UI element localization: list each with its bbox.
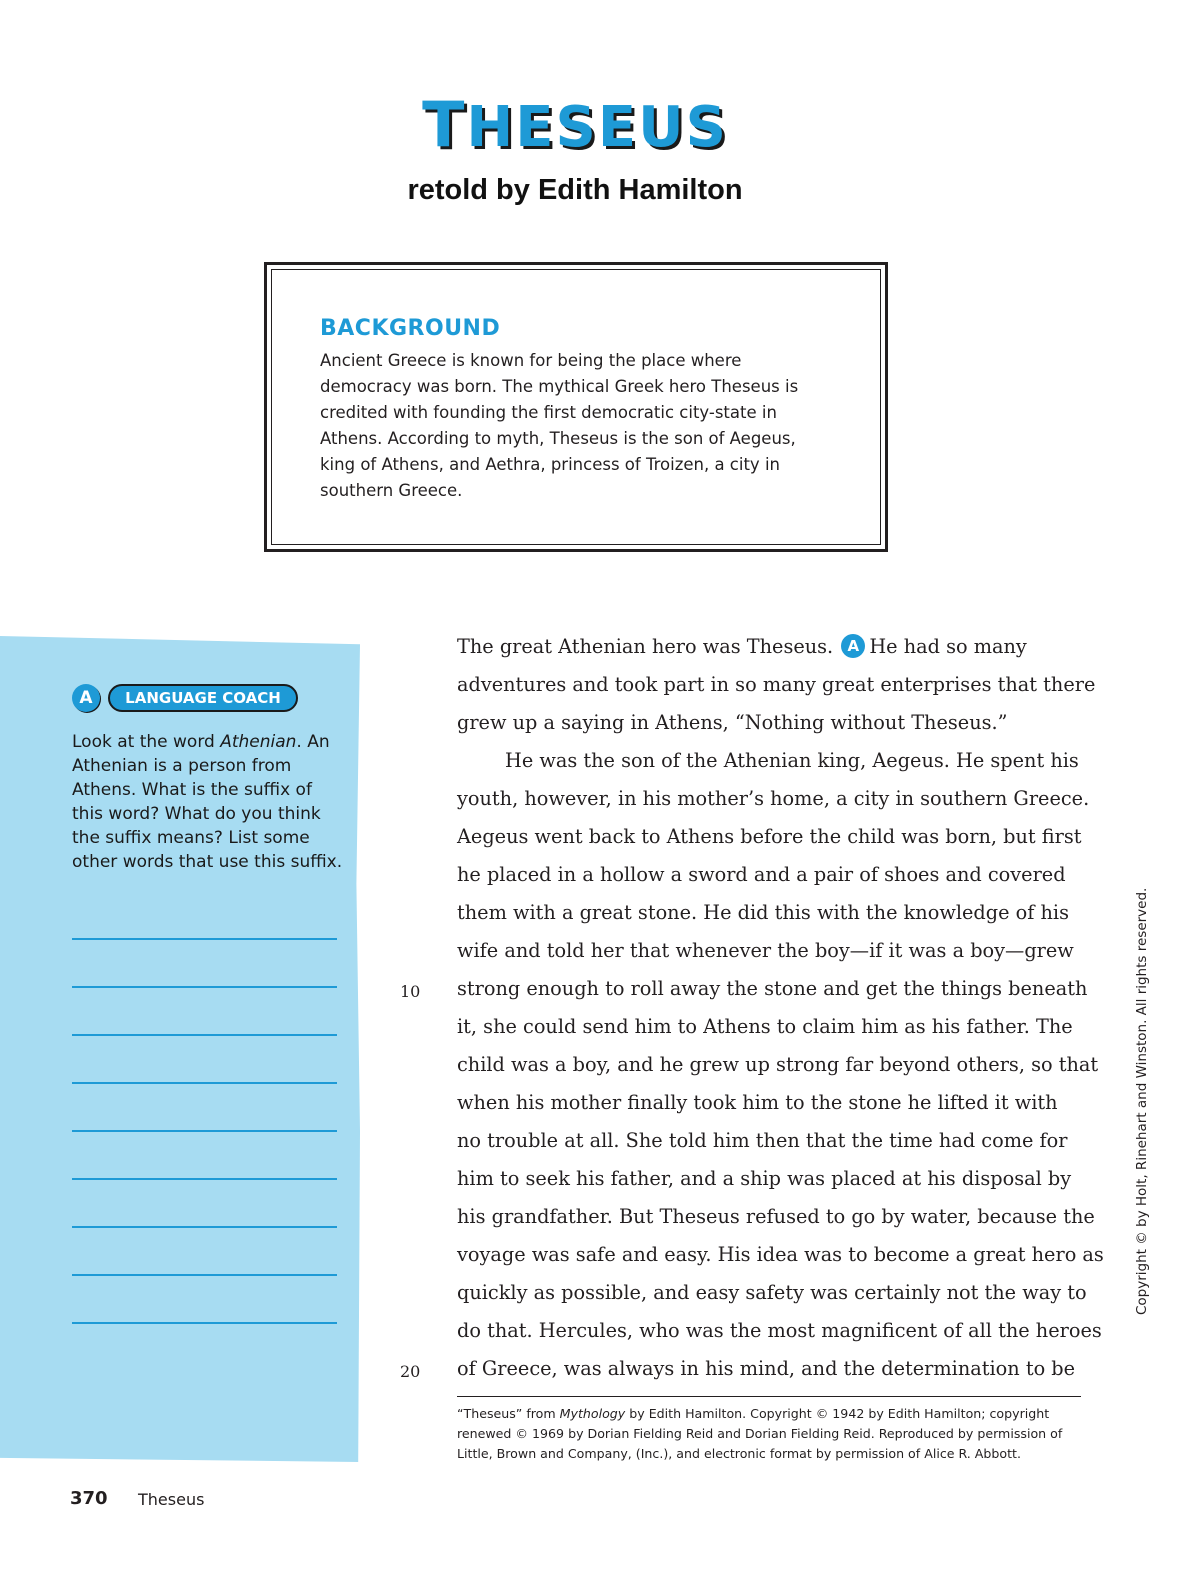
- language-coach-label: LANGUAGE COACH: [108, 684, 298, 712]
- title-initial: T: [422, 88, 467, 161]
- story-line: do that. Hercules, who was the most magnificent of all the heroes: [457, 1319, 1102, 1342]
- prompt-italic-word: Athenian: [220, 732, 297, 752]
- story-line: quickly as possible, and easy safety was certainly not the way to: [457, 1281, 1087, 1304]
- story-line-1a: The great Athenian hero was Theseus.: [457, 635, 834, 658]
- answer-line[interactable]: [72, 1034, 337, 1036]
- source-footnote: [457, 1404, 1081, 1464]
- running-footer-title: Theseus: [138, 1490, 205, 1509]
- story-line: wife and told her that whenever the boy—if it was a boy—grew: [457, 939, 1074, 962]
- story-line: child was a boy, and he grew up strong far beyond others, so that: [457, 1053, 1099, 1076]
- line-number: 20: [400, 1362, 421, 1381]
- footnote-divider: [457, 1396, 1081, 1397]
- answer-line[interactable]: [72, 938, 337, 940]
- story-line: him to seek his father, and a ship was placed at his disposal by: [457, 1167, 1072, 1190]
- footnote-part2: by Edith Hamilton. Copyright © 1942 by Edith Hamilton; copyright renewed © 1969 by Dorian Fielding Reid and Dorian Fielding Reid. Reproduced by permission of Little, Brown and Company, (Inc.), and electronic format by permission of Alice R. Abbott.: [457, 1406, 1063, 1461]
- story-line: [457, 628, 1087, 666]
- copyright-notice: Copyright © by Holt, Rinehart and Winston. All rights reserved.: [1134, 887, 1150, 1315]
- prompt-suffix: . An Athenian is a person from Athens. What is the suffix of this word? What do you think the suffix means? List some other words that use this suffix.: [72, 732, 343, 872]
- footnote-italic: Mythology: [559, 1406, 626, 1421]
- story-line: grew up a saying in Athens, “Nothing without Theseus.”: [457, 711, 1008, 734]
- page-number: 370: [70, 1488, 108, 1509]
- page-title-heading: [0, 88, 1150, 161]
- story-line: Aegeus went back to Athens before the child was born, but first: [457, 825, 1082, 848]
- story-line: when his mother finally took him to the stone he lifted it with: [457, 1091, 1058, 1114]
- story-line: strong enough to roll away the stone and get the things beneath: [457, 977, 1088, 1000]
- prompt-prefix: Look at the word: [72, 732, 221, 752]
- author-line: retold by Edith Hamilton: [407, 174, 743, 206]
- title-rest: HESEUS: [466, 95, 728, 160]
- footnote-part1: “Theseus” from: [457, 1406, 560, 1421]
- story-line: he placed in a hollow a sword and a pair of shoes and covered: [457, 863, 1066, 886]
- answer-line[interactable]: [72, 1274, 337, 1276]
- answer-line[interactable]: [72, 986, 337, 988]
- story-line: of Greece, was always in his mind, and the determination to be: [457, 1357, 1076, 1380]
- story-line: youth, however, in his mother’s home, a city in southern Greece.: [457, 787, 1090, 810]
- story-line-1b: He had so many: [869, 635, 1027, 658]
- answer-line[interactable]: [72, 1082, 337, 1084]
- story-line: no trouble at all. She told him then that the time had come for: [457, 1129, 1068, 1152]
- story-text: [457, 628, 1104, 1388]
- answer-line[interactable]: [72, 1178, 337, 1180]
- story-line: them with a great stone. He did this with the knowledge of his: [457, 901, 1069, 924]
- background-heading: BACKGROUND: [320, 316, 501, 341]
- background-text: Ancient Greece is known for being the place where democracy was born. The mythical Greek hero Theseus is credited with founding the first democratic city-state in Athens. According to myth, Theseus is the son of Aegeus, king of Athens, and Aethra, princess of Troizen, a city in southern Greece.: [320, 351, 799, 500]
- answer-line[interactable]: [72, 1130, 337, 1132]
- story-line: his grandfather. But Theseus refused to go by water, because the: [457, 1205, 1095, 1228]
- answer-line[interactable]: [72, 1226, 337, 1228]
- answer-line[interactable]: [72, 1322, 337, 1324]
- language-coach-marker-inline: A: [841, 634, 865, 658]
- line-number: 10: [400, 982, 421, 1001]
- language-coach-prompt: [72, 730, 347, 874]
- language-coach-marker: A: [72, 684, 100, 712]
- story-line: voyage was safe and easy. His idea was to become a great hero as: [457, 1243, 1104, 1266]
- story-line: He was the son of the Athenian king, Aegeus. He spent his: [505, 749, 1079, 772]
- story-line: adventures and took part in so many great enterprises that there: [457, 673, 1096, 696]
- story-line: it, she could send him to Athens to claim him as his father. The: [457, 1015, 1073, 1038]
